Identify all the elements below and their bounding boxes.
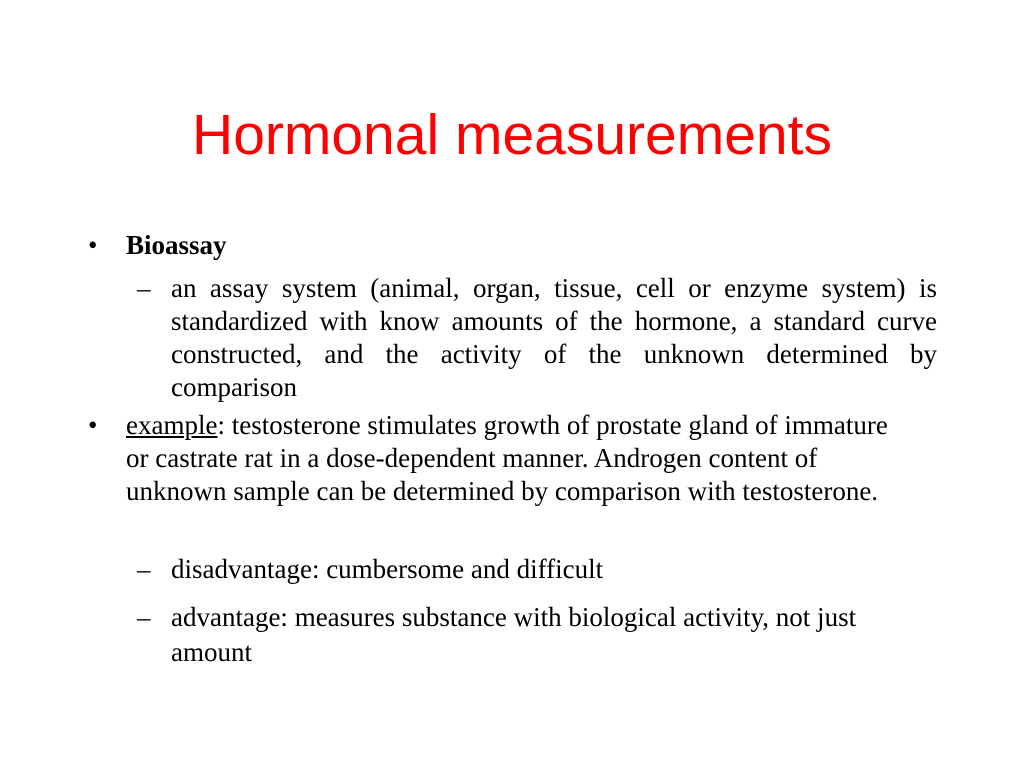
- subitem-text: advantage: measures substance with biological activity, not just amount: [171, 602, 857, 667]
- bullet-bioassay: [88, 229, 926, 262]
- subitem-advantage: [137, 600, 937, 670]
- subitem-text: disadvantage: cumbersome and difficult: [171, 554, 604, 584]
- slide-title: Hormonal measurements: [192, 103, 832, 167]
- bullet-lead: example: [126, 410, 218, 440]
- subitem-bioassay-definition: [137, 272, 937, 404]
- bullet-example: [88, 409, 916, 508]
- subitem-marker: –: [137, 554, 151, 584]
- bullet-marker: •: [88, 230, 98, 260]
- bullet-text: : testosterone stimulates growth of prostate gland of immature or castrate rat in a dose-dependent manner. Androgen content of unknown sample can be determined by comparison with testosterone.: [126, 410, 888, 506]
- subitem-disadvantage: [137, 553, 937, 586]
- subitem-marker: –: [137, 273, 151, 303]
- subitem-text: an assay system (animal, organ, tissue, cell or enzyme system) is standardized with know amounts of the hormone, a standard curve constructed, and the activity of the unknown determined by comparison: [171, 273, 937, 402]
- subitem-marker: –: [137, 602, 151, 632]
- bullet-marker: •: [88, 410, 98, 440]
- bullet-heading: Bioassay: [126, 230, 227, 260]
